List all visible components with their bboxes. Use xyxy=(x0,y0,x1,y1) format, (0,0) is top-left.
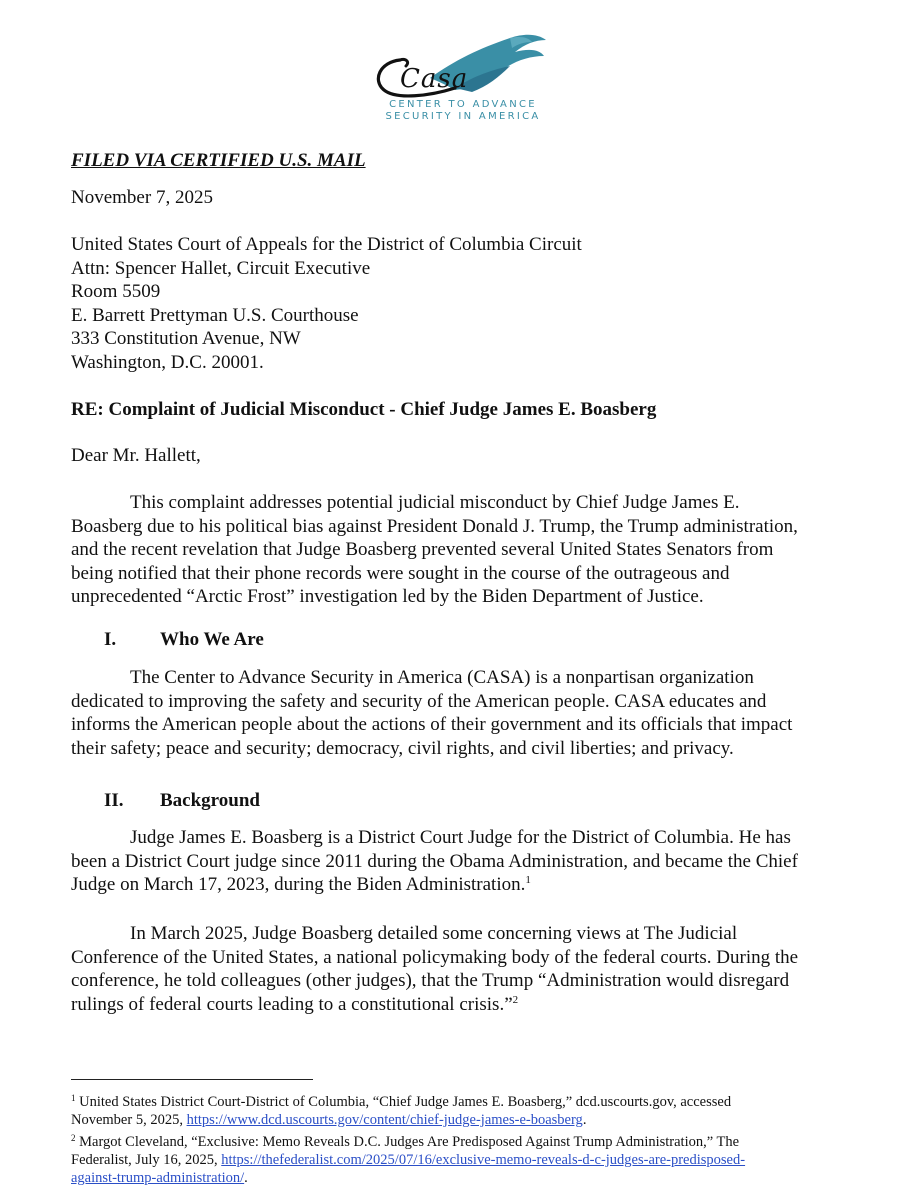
paragraph-line xyxy=(71,993,841,1017)
section-2-paragraph-1 xyxy=(71,826,841,897)
paragraph-line: dedicated to improving the safety and security of the American people. CASA educates and xyxy=(71,690,767,712)
footnote-text: . xyxy=(244,1170,248,1186)
paragraph-text: Judge on March 17, 2023, during the Biden Administration. xyxy=(71,874,526,896)
paragraph-line xyxy=(71,873,841,897)
address-line: 333 Constitution Avenue, NW xyxy=(71,328,301,349)
paragraph-line: In March 2025, Judge Boasberg detailed some concerning views at The Judicial xyxy=(130,923,738,944)
paragraph-line: informs the American people about the actions of their government and its officials that impact xyxy=(71,714,793,736)
filed-notice: FILED VIA CERTIFIED U.S. MAIL xyxy=(71,150,366,171)
paragraph-line: This complaint addresses potential judicial misconduct by Chief Judge James E. xyxy=(130,492,740,513)
footnote-2-link[interactable]: https://thefederalist.com/2025/07/16/exclusive-memo-reveals-d-c-judges-are-predisposed- xyxy=(221,1152,746,1168)
org-name-line1: CENTER TO ADVANCE xyxy=(389,99,537,110)
org-name xyxy=(378,99,548,123)
section-1-number: I. xyxy=(104,629,117,650)
paragraph-line: and the recent revelation that Judge Boasberg prevented several United States Senators from xyxy=(71,539,774,561)
re-line: RE: Complaint of Judicial Misconduct - Chief Judge James E. Boasberg xyxy=(71,399,657,420)
paragraph-line: The Center to Advance Security in America (CASA) is a nonpartisan organization xyxy=(130,667,754,688)
footnote-text: November 5, 2025, xyxy=(71,1112,187,1128)
address-line: Room 5509 xyxy=(71,281,161,302)
section-1-title: Who We Are xyxy=(160,629,264,650)
recipient-address xyxy=(71,233,582,374)
intro-paragraph xyxy=(71,491,841,609)
footnote-text: Federalist, July 16, 2025, xyxy=(71,1152,222,1168)
footnote-text: Margot Cleveland, “Exclusive: Memo Reveals D.C. Judges Are Predisposed Against Trump Administration,” The xyxy=(79,1134,740,1150)
footnote-text: . xyxy=(582,1112,587,1128)
address-line: Attn: Spencer Hallet, Circuit Executive xyxy=(71,257,371,279)
footnote-line xyxy=(71,1169,745,1187)
org-name-line2: SECURITY IN AMERICA xyxy=(385,111,541,122)
address-line: United States Court of Appeals for the District of Columbia Circuit xyxy=(71,234,582,255)
footnote-divider xyxy=(71,1079,313,1080)
footnote-1 xyxy=(71,1093,731,1129)
footnote-1-link[interactable]: https://www.dcd.uscourts.gov/content/chief-judge-james-e-boasberg xyxy=(186,1112,583,1128)
section-2-number: II. xyxy=(104,790,124,811)
footnote-2-link-cont[interactable]: against-trump-administration/ xyxy=(71,1170,245,1186)
paragraph-line: Conference of the United States, a national policymaking body of the federal courts. During the xyxy=(71,946,799,968)
address-line: E. Barrett Prettyman U.S. Courthouse xyxy=(71,304,359,326)
paragraph-line: unprecedented “Arctic Frost” investigation led by the Biden Department of Justice. xyxy=(71,586,704,608)
footnote-ref-1[interactable]: 1 xyxy=(525,874,531,887)
section-1-paragraph xyxy=(71,666,841,760)
section-2-paragraph-2 xyxy=(71,922,841,1016)
footnote-line xyxy=(71,1133,745,1151)
footnote-marker: 2 xyxy=(71,1133,76,1143)
footnote-line xyxy=(71,1093,731,1111)
salutation: Dear Mr. Hallett, xyxy=(71,445,201,466)
footnote-line xyxy=(71,1111,731,1129)
address-line: Washington, D.C. 20001. xyxy=(71,351,264,373)
footnote-ref-2[interactable]: 2 xyxy=(512,993,519,1006)
paragraph-line: their safety; peace and security; democracy, civil rights, and civil liberties; and privacy. xyxy=(71,737,734,759)
footnote-2 xyxy=(71,1133,745,1187)
letter-date: November 7, 2025 xyxy=(71,187,213,208)
paragraph-line: Judge James E. Boasberg is a District Court Judge for the District of Columbia. He has xyxy=(130,827,791,848)
footnote-text: United States District Court-District of Columbia, “Chief Judge James E. Boasberg,” dcd.uscourts.gov, accessed xyxy=(79,1094,732,1110)
paragraph-line: been a District Court judge since 2011 during the Obama Administration, and became the Chief xyxy=(71,850,798,872)
paragraph-line: being notified that their phone records were sought in the course of the outrageous and xyxy=(71,562,730,584)
logo-wordmark: Casa xyxy=(400,64,469,94)
paragraph-text: rulings of federal courts leading to a constitutional crisis.” xyxy=(71,993,513,1015)
footnote-line xyxy=(71,1151,745,1169)
footnote-marker: 1 xyxy=(71,1093,76,1103)
paragraph-line: Boasberg due to his political bias against President Donald J. Trump, the Trump administration, xyxy=(71,515,798,537)
section-2-title: Background xyxy=(160,790,260,811)
paragraph-line: conference, he told colleagues (other judges), that the Trump “Administration would disregard xyxy=(71,970,790,992)
